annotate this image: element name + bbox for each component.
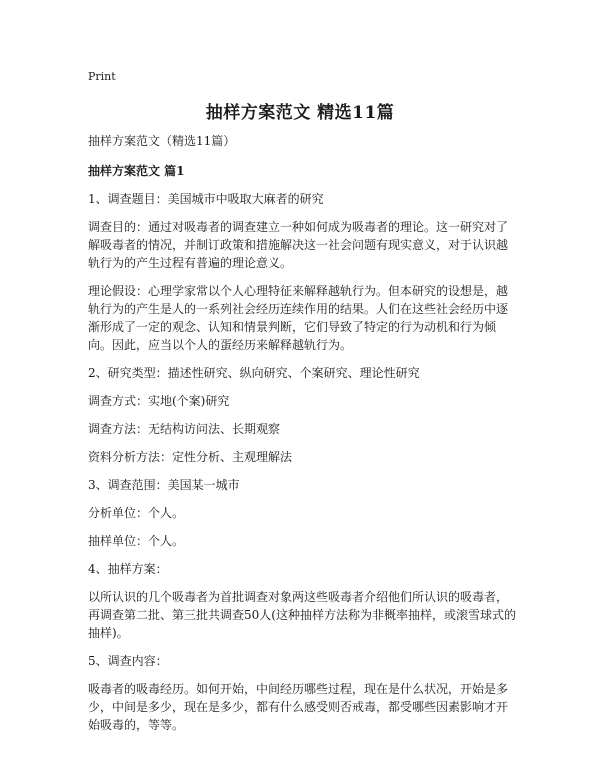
paragraph-sampling-unit: 抽样单位：个人。 (88, 534, 185, 548)
page-title: 抽样方案范文 精选11篇 (205, 103, 395, 123)
paragraph-sampling-plan: 以所认识的几个吸毒者为首批调查对象两这些吸毒者介绍他们所认识的吸毒者，再调查第二批、第三批共调查50人(这种抽样方法称为非概率抽样，或滚雪球式的抽样)。 (88, 590, 516, 640)
subtitle: 抽样方案范文（精选11篇） (88, 134, 236, 148)
paragraph-hypothesis: 理论假设：心理学家常以个人心理特征来解释越轨行为。但本研究的设想是，越轨行为的产生是人的一系列社会经历连续作用的结果。人们在这些社会经历中逐渐形成了一定的观念、认知和情景判断，它们导致了特定的行为动机和行为倾向。因此，应当以个人的蛋经历来解释越轨行为。 (88, 284, 509, 352)
document-body (88, 132, 516, 744)
section-heading: 抽样方案范文 篇1 (88, 164, 185, 178)
paragraph-survey-topic: 1、调查题目：美国城市中吸取大麻者的研究 (88, 192, 324, 206)
paragraph-survey-method: 调查方法：无结构访问法、长期观察 (88, 422, 281, 436)
paragraph-survey-content-heading: 5、调查内容： (88, 654, 168, 668)
paragraph-research-type: 2、研究类型：描述性研究、纵向研究、个案研究、理论性研究 (88, 366, 420, 380)
paragraph-survey-scope: 3、调查范围：美国某一城市 (88, 478, 240, 492)
paragraph-analysis-unit: 分析单位：个人。 (88, 506, 185, 520)
paragraph-survey-content: 吸毒者的吸毒经历。如何开始，中间经历哪些过程，现在是什么状况，开始是多少，中间是多少，现在是多少，都有什么感受则否戒毒，都受哪些因素影响才开始吸毒的，等等。 (88, 682, 509, 732)
paragraph-survey-purpose: 调查目的：通过对吸毒者的调查建立一种如何成为吸毒者的理论。这一研究对了解吸毒者的情况，并制订政策和措施解决这一社会问题有现实意义，对于认识越轨行为的产生过程有普遍的理论意义。 (88, 220, 509, 270)
paragraph-analysis-method: 资料分析方法：定性分析、主观理解法 (88, 450, 293, 464)
print-label[interactable]: Print (88, 70, 116, 83)
paragraph-survey-mode: 调查方式：实地(个案)研究 (88, 394, 230, 408)
paragraph-sampling-plan-heading: 4、抽样方案： (88, 562, 168, 576)
